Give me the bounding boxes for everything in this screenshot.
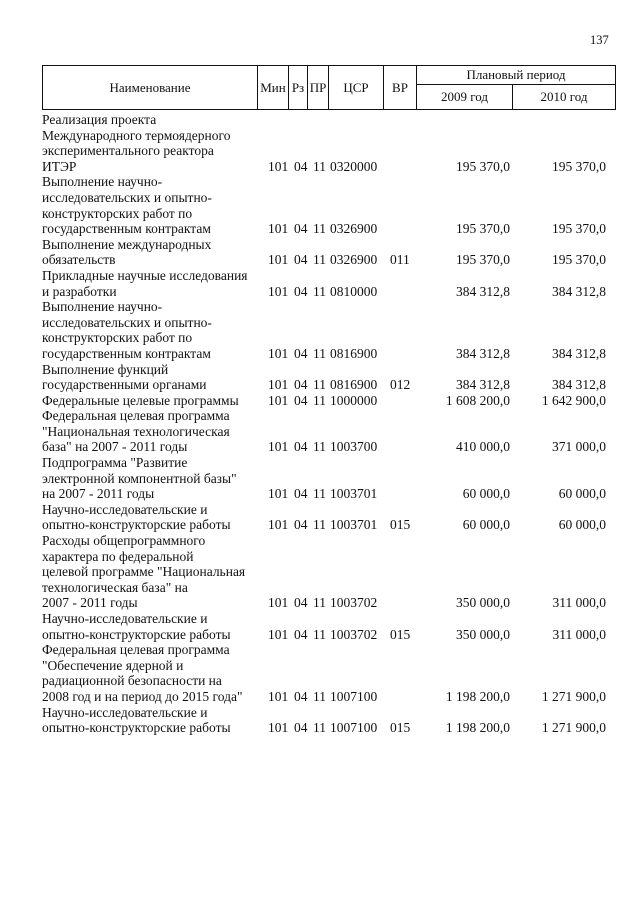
header-vr: ВР [383,65,417,110]
row-name [42,408,262,455]
table-row [0,237,640,268]
row-min: 101 [268,439,289,455]
table-row [0,408,640,455]
row-pr: 11 [313,283,326,299]
row-name [42,362,262,393]
table-row [0,642,640,704]
table-row [0,268,640,299]
row-csr: 1007100 [330,688,378,704]
row-name-line: Подпрограмма "Развитие [42,455,188,471]
row-value-2009: 1 608 200,0 [445,392,510,408]
row-value-2010: 384 312,8 [552,345,606,361]
row-rz: 04 [294,221,308,237]
row-name-line: государственным контрактам [42,345,211,361]
row-value-2010: 60 000,0 [558,517,606,533]
row-value-2009: 60 000,0 [462,517,510,533]
row-name-line: база" на 2007 - 2011 годы [42,439,188,455]
row-pr: 11 [313,486,326,502]
row-value-2010: 1 271 900,0 [541,688,606,704]
row-value-2010: 384 312,8 [552,283,606,299]
row-csr: 0816900 [330,345,378,361]
row-csr: 0326900 [330,252,378,268]
row-name-line: государственным контрактам [42,221,211,237]
row-csr: 0326900 [330,221,378,237]
row-vr: 011 [390,252,410,268]
row-value-2010: 1 642 900,0 [541,392,606,408]
row-name [42,393,262,409]
row-name-line: технологическая база" на [42,579,188,595]
row-name-line: опытно-конструкторские работы [42,626,231,642]
page-number: 137 [590,33,609,47]
row-name-line: "Национальная технологическая [42,423,230,439]
row-pr: 11 [313,720,326,736]
row-vr: 012 [390,377,411,393]
row-name-line: Федеральная целевая программа [42,408,230,424]
row-name-line: опытно-конструкторские работы [42,720,231,736]
row-value-2009: 384 312,8 [456,345,510,361]
row-pr: 11 [313,439,326,455]
row-rz: 04 [294,439,308,455]
row-name-line: конструкторских работ по [42,330,193,346]
row-name [42,502,262,533]
row-name [42,705,262,736]
row-csr: 1003702 [330,595,378,611]
row-csr: 1007100 [330,720,378,736]
row-value-2009: 350 000,0 [456,626,510,642]
row-vr: 015 [390,517,411,533]
row-name-line: 2008 год и на период до 2015 года" [42,688,243,704]
header-rz: Рз [288,65,308,110]
row-name-line: Прикладные научные исследования [42,267,248,283]
row-vr: 015 [390,720,411,736]
row-min: 101 [268,720,289,736]
row-rz: 04 [294,486,308,502]
row-csr: 1003700 [330,439,378,455]
row-value-2010: 195 370,0 [552,158,606,174]
row-name-line: государственными органами [42,377,207,393]
row-name [42,455,262,502]
row-name-line: исследовательских и опытно- [42,189,212,205]
row-name [42,611,262,642]
row-name-line: радиационной безопасности на [42,673,222,689]
row-value-2009: 1 198 200,0 [445,688,510,704]
table-row [0,502,640,533]
row-name-line: Расходы общепрограммного [42,533,206,549]
row-min: 101 [268,392,289,408]
row-value-2010: 60 000,0 [558,486,606,502]
header-pr: ПР [307,65,329,110]
row-pr: 11 [313,158,326,174]
row-value-2010: 371 000,0 [552,439,606,455]
row-min: 101 [268,221,289,237]
row-value-2010: 311 000,0 [552,626,606,642]
row-min: 101 [268,377,289,393]
row-name-line: Научно-исследовательские и [42,611,208,626]
table-row [0,533,640,611]
row-value-2009: 410 000,0 [456,439,510,455]
table-row [0,299,640,361]
row-name-line: электронной компонентной базы" [42,470,237,486]
row-name [42,533,262,611]
row-csr: 1003701 [330,517,378,533]
header-year-2009: 2009 год [416,84,513,110]
row-rz: 04 [294,283,308,299]
row-name [42,237,262,268]
row-value-2009: 195 370,0 [456,158,510,174]
row-name-line: Федеральная целевая программа [42,642,230,658]
row-pr: 11 [313,626,326,642]
row-name-line: Реализация проекта [42,112,157,127]
row-value-2009: 350 000,0 [456,595,510,611]
table-row [0,705,640,736]
table-header [42,65,616,110]
row-csr: 0816900 [330,377,378,393]
row-vr: 015 [390,626,411,642]
row-name-line: 2007 - 2011 годы [42,595,138,611]
row-pr: 11 [313,392,326,408]
row-pr: 11 [313,377,326,393]
row-name-line: Международного термоядерного [42,127,231,143]
row-min: 101 [268,486,289,502]
header-year-2010: 2010 год [512,84,616,110]
row-value-2009: 1 198 200,0 [445,720,510,736]
row-name-line: Научно-исследовательские и [42,501,208,517]
row-pr: 11 [313,345,326,361]
header-csr: ЦСР [328,65,384,110]
row-pr: 11 [313,595,326,611]
header-planned-period: Плановый период [416,65,616,85]
table-row [0,174,640,236]
row-value-2010: 195 370,0 [552,252,606,268]
header-min: Мин [257,65,289,110]
row-min: 101 [268,688,289,704]
row-csr: 0320000 [330,158,378,174]
row-value-2010: 384 312,8 [552,377,606,393]
row-name-line: экспериментального реактора [42,143,214,159]
row-rz: 04 [294,158,308,174]
row-value-2010: 311 000,0 [552,595,606,611]
row-value-2009: 195 370,0 [456,221,510,237]
row-min: 101 [268,517,289,533]
table-row [0,362,640,393]
row-csr: 1000000 [330,392,378,408]
row-pr: 11 [313,252,326,268]
row-rz: 04 [294,720,308,736]
row-rz: 04 [294,626,308,642]
row-name-line: обязательств [42,252,116,268]
row-pr: 11 [313,517,326,533]
table-body [0,112,640,736]
row-value-2010: 1 271 900,0 [541,720,606,736]
row-name [42,299,262,361]
row-name-line: Выполнение международных [42,236,212,252]
table-row [0,611,640,642]
row-name [42,174,262,236]
row-name-line: и разработки [42,283,117,299]
row-csr: 0810000 [330,283,378,299]
row-name-line: исследовательских и опытно- [42,314,212,330]
header-name: Наименование [42,65,258,110]
row-name-line: конструкторских работ по [42,205,193,221]
row-min: 101 [268,595,289,611]
row-name [42,112,262,174]
row-name-line: "Обеспечение ядерной и [42,657,184,673]
row-pr: 11 [313,688,326,704]
row-rz: 04 [294,688,308,704]
row-min: 101 [268,158,289,174]
row-name-line: целевой программе "Национальная [42,564,246,580]
row-name-line: Выполнение научно- [42,174,163,190]
row-rz: 04 [294,595,308,611]
row-rz: 04 [294,517,308,533]
row-value-2009: 384 312,8 [456,283,510,299]
row-name-line: Научно-исследовательские и [42,704,208,720]
row-name-line: характера по федеральной [42,548,194,564]
row-value-2009: 384 312,8 [456,377,510,393]
row-name-line: на 2007 - 2011 годы [42,486,155,502]
row-name-line: опытно-конструкторские работы [42,517,231,533]
row-name-line: Федеральные целевые программы [42,392,239,408]
row-rz: 04 [294,377,308,393]
row-csr: 1003701 [330,486,378,502]
row-min: 101 [268,252,289,268]
row-pr: 11 [313,221,326,237]
row-value-2009: 60 000,0 [462,486,510,502]
row-csr: 1003702 [330,626,378,642]
row-min: 101 [268,345,289,361]
row-rz: 04 [294,392,308,408]
row-rz: 04 [294,345,308,361]
row-min: 101 [268,626,289,642]
table-row [0,112,640,174]
row-min: 101 [268,283,289,299]
row-name [42,268,262,299]
table-row [0,393,640,409]
row-name-line: Выполнение функций [42,361,169,377]
table-row [0,455,640,502]
row-name [42,642,262,704]
row-value-2010: 195 370,0 [552,221,606,237]
row-name-line: Выполнение научно- [42,299,163,315]
row-value-2009: 195 370,0 [456,252,510,268]
row-rz: 04 [294,252,308,268]
row-name-line: ИТЭР [42,158,77,174]
